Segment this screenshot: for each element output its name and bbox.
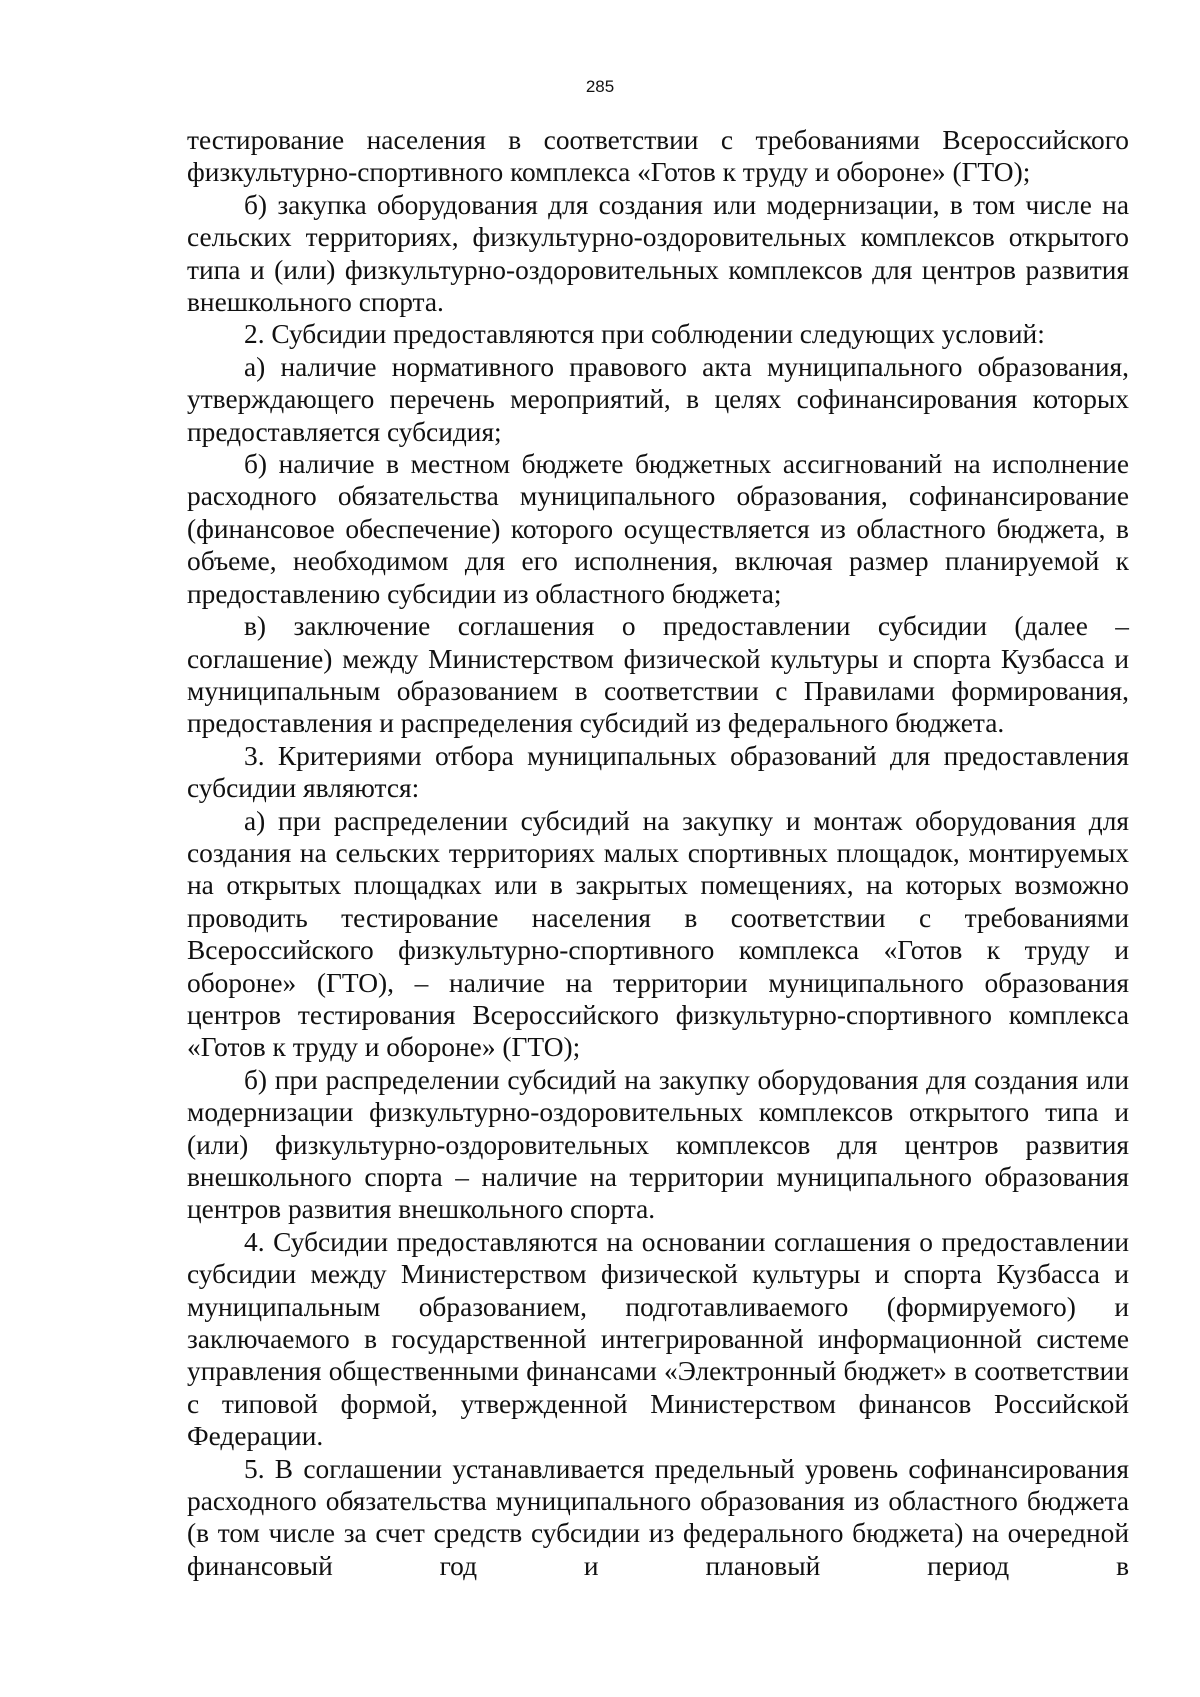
paragraph-criterion-a: а) при распределении субсидий на закупку и монтаж оборудования для создания на сельских территориях малых спортивных площадок, монтируемых на открытых площадках или в закрытых помещениях, на которых возможно проводить тестирование населения в соответствии с требованиями Всероссийского физкультурно-спортивного комплекса «Готов к труду и обороне» (ГТО), – наличие на территории муниципального образования центров тестирования Всероссийского физкультурно-спортивного комплекса «Готов к труду и обороне» (ГТО); xyxy=(187,805,1129,1063)
paragraph-section-2: 2. Субсидии предоставляются при соблюдении следующих условий: xyxy=(244,319,1045,350)
paragraph-section-3: 3. Критериями отбора муниципальных образований для предоставления субсидии являются: xyxy=(187,740,1129,804)
paragraph-section-5: 5. В соглашении устанавливается предельный уровень софинансирования расходного обязательства муниципального образования из областного бюджета (в том числе за счет средств субсидии из федерального бюджета) на очередной финансовый год и плановый период в xyxy=(187,1453,1129,1581)
paragraph-condition-a: а) наличие нормативного правового акта муниципального образования, утверждающего перечень мероприятий, в целях софинансирования которых предоставляется субсидия; xyxy=(187,351,1129,447)
document-body xyxy=(187,124,1129,1582)
paragraph-condition-b: б) наличие в местном бюджете бюджетных ассигнований на исполнение расходного обязательства муниципального образования, софинансирование (финансовое обеспечение) которого осуществляется из областного бюджета, в объеме, необходимом для его исполнения, включая размер планируемой к предоставлению субсидии из областного бюджета; xyxy=(187,449,1129,609)
paragraph-section-4: 4. Субсидии предоставляются на основании соглашения о предоставлении субсидии между Министерством физической культуры и спорта Кузбасса и муниципальным образованием, подготавливаемого (формируемого) и заключаемого в государственной интегрированной информационной системе управления общественными финансами «Электронный бюджет» в соответствии с типовой формой, утвержденной Министерством финансов Российской Федерации. xyxy=(187,1226,1129,1452)
paragraph-item-b-purchase: б) закупка оборудования для создания или модернизации, в том числе на сельских территориях, физкультурно-оздоровительных комплексов открытого типа и (или) физкультурно-оздоровительных комплексов для центров развития внешкольного спорта. xyxy=(187,189,1129,318)
page-number: 285 xyxy=(585,77,615,96)
paragraph-condition-v: в) заключение соглашения о предоставлении субсидии (далее – соглашение) между Министерством физической культуры и спорта Кузбасса и муниципальным образованием в соответствии с Правилами формирования, предоставления и распределения субсидий из федерального бюджета. xyxy=(187,611,1129,739)
paragraph-continuation: тестирование населения в соответствии с требованиями Всероссийского физкультурно-спортивного комплекса «Готов к труду и обороне» (ГТО); xyxy=(187,125,1129,188)
paragraph-criterion-b: б) при распределении субсидий на закупку оборудования для создания или модернизации физкультурно-оздоровительных комплексов открытого типа и (или) физкультурно-оздоровительных комплексов для центров развития внешкольного спорта – наличие на территории муниципального образования центров развития внешкольного спорта. xyxy=(187,1064,1129,1225)
